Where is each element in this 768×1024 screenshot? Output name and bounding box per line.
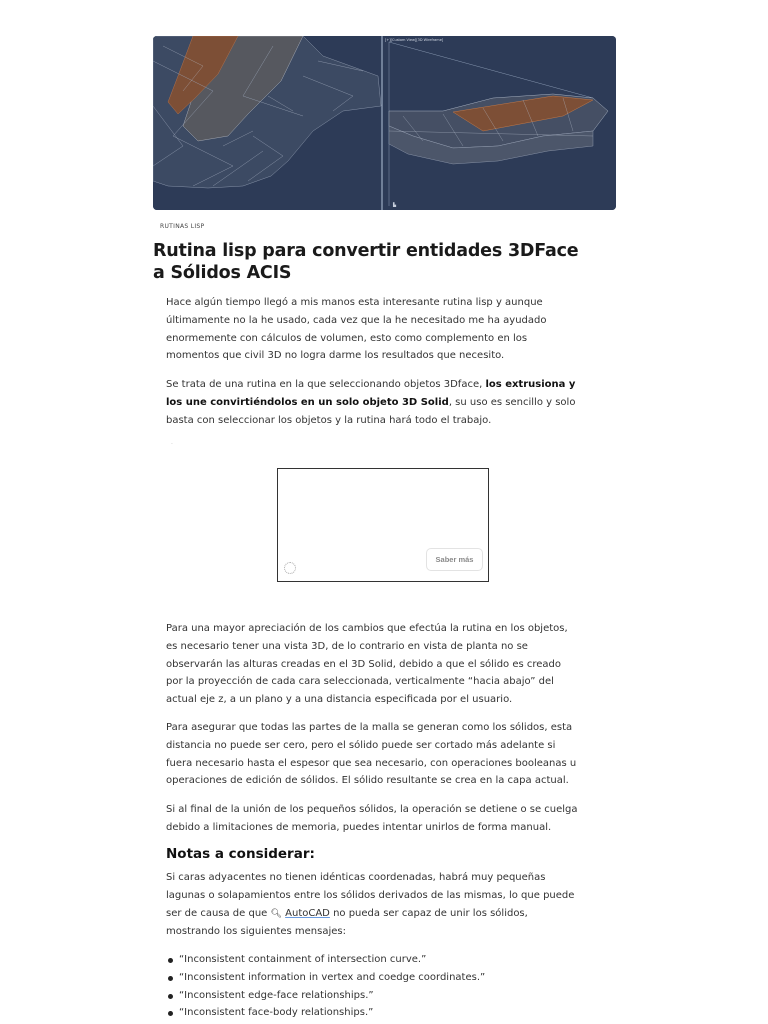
text-fragment: no pueda ser capaz de unir los sólidos, mostrando los siguientes mensajes: <box>166 907 528 938</box>
paragraph-text: Para una mayor apreciación de los cambios que efectúa la rutina en los objetos, es necesario tener una vista 3D, de lo contrario en vista de planta no se observarán las alturas creadas en el 3D Solid, debido a que el sólido es creado por la proyección de cada cara seleccionada, verticalmente “hacia abajo” del actual eje z, a un plano y a una distancia especificada por el usuario. <box>166 623 568 706</box>
ad-marker: · <box>171 441 173 448</box>
error-messages-list <box>166 951 485 1022</box>
paragraph-intro <box>166 294 580 365</box>
list-item: “Inconsistent face-body relationships.” <box>166 1004 485 1022</box>
svg-text:[+][Custom View][3D Wireframe]: [+][Custom View][3D Wireframe] <box>385 38 444 42</box>
learn-more-button[interactable]: Saber más <box>426 548 483 571</box>
list-item: “Inconsistent information in vertex and coedge coordinates.” <box>166 969 485 987</box>
list-item: “Inconsistent edge-face relationships.” <box>166 987 485 1005</box>
bold-fragment: los extrusiona y los une convirtiéndolos en un solo objeto 3D Solid <box>166 379 576 408</box>
text-fragment: Si caras adyacentes no tienen idénticas coordenadas, habrá muy pequeñas lagunas o solapamientos entre los sólidos derivados de las mismas, lo que puede ser de causa de que <box>166 872 575 919</box>
article-title: Rutina lisp para convertir entidades 3DFace a Sólidos ACIS <box>153 241 579 283</box>
paragraph-text: Hace algún tiempo llegó a mis manos esta interesante rutina lisp y aunque últimamente no la he usado, cada vez que la he necesitado me ha ayudado enormemente con cálculos de volumen, esto como complemento en los momentos que civil 3D no logra darme los resultados que necesito. <box>166 297 547 362</box>
hero-image <box>153 36 616 210</box>
category-link[interactable]: RUTINAS LISP <box>160 223 205 230</box>
search-icon: 🔍︎ <box>270 908 282 919</box>
text-fragment: Se trata de una rutina en la que seleccionando objetos 3Dface, <box>166 379 486 390</box>
ad-choices-icon[interactable] <box>284 562 296 574</box>
paragraph-text <box>166 869 580 941</box>
autocad-link[interactable]: AutoCAD <box>285 907 330 919</box>
paragraph-mesh-solids <box>166 719 580 790</box>
svg-text:▙: ▙ <box>393 202 397 207</box>
ad-container[interactable] <box>277 468 489 582</box>
paragraph-text <box>166 376 580 429</box>
notes-heading: Notas a considerar: <box>166 846 315 862</box>
paragraph-text: Si al final de la unión de los pequeños sólidos, la operación se detiene o se cuelga debido a limitaciones de memoria, puedes intentar unirlos de forma manual. <box>166 804 578 833</box>
paragraph-3d-view <box>166 620 580 709</box>
paragraph-description <box>166 376 580 429</box>
paragraph-memory <box>166 801 580 837</box>
text-fragment: , su uso es sencillo y solo basta con seleccionar los objetos y la rutina hará todo el trabajo. <box>166 396 576 426</box>
paragraph-notes <box>166 869 580 941</box>
list-item: “Inconsistent containment of intersection curve.” <box>166 951 485 969</box>
paragraph-text: Para asegurar que todas las partes de la malla se generan como los sólidos, esta distancia no puede ser cero, pero el sólido puede ser cortado más adelante si fuera necesario hasta el espesor que sea necesario, con operaciones booleanas u operaciones de edición de sólidos. El sólido resultante se crea en la capa actual. <box>166 722 577 787</box>
